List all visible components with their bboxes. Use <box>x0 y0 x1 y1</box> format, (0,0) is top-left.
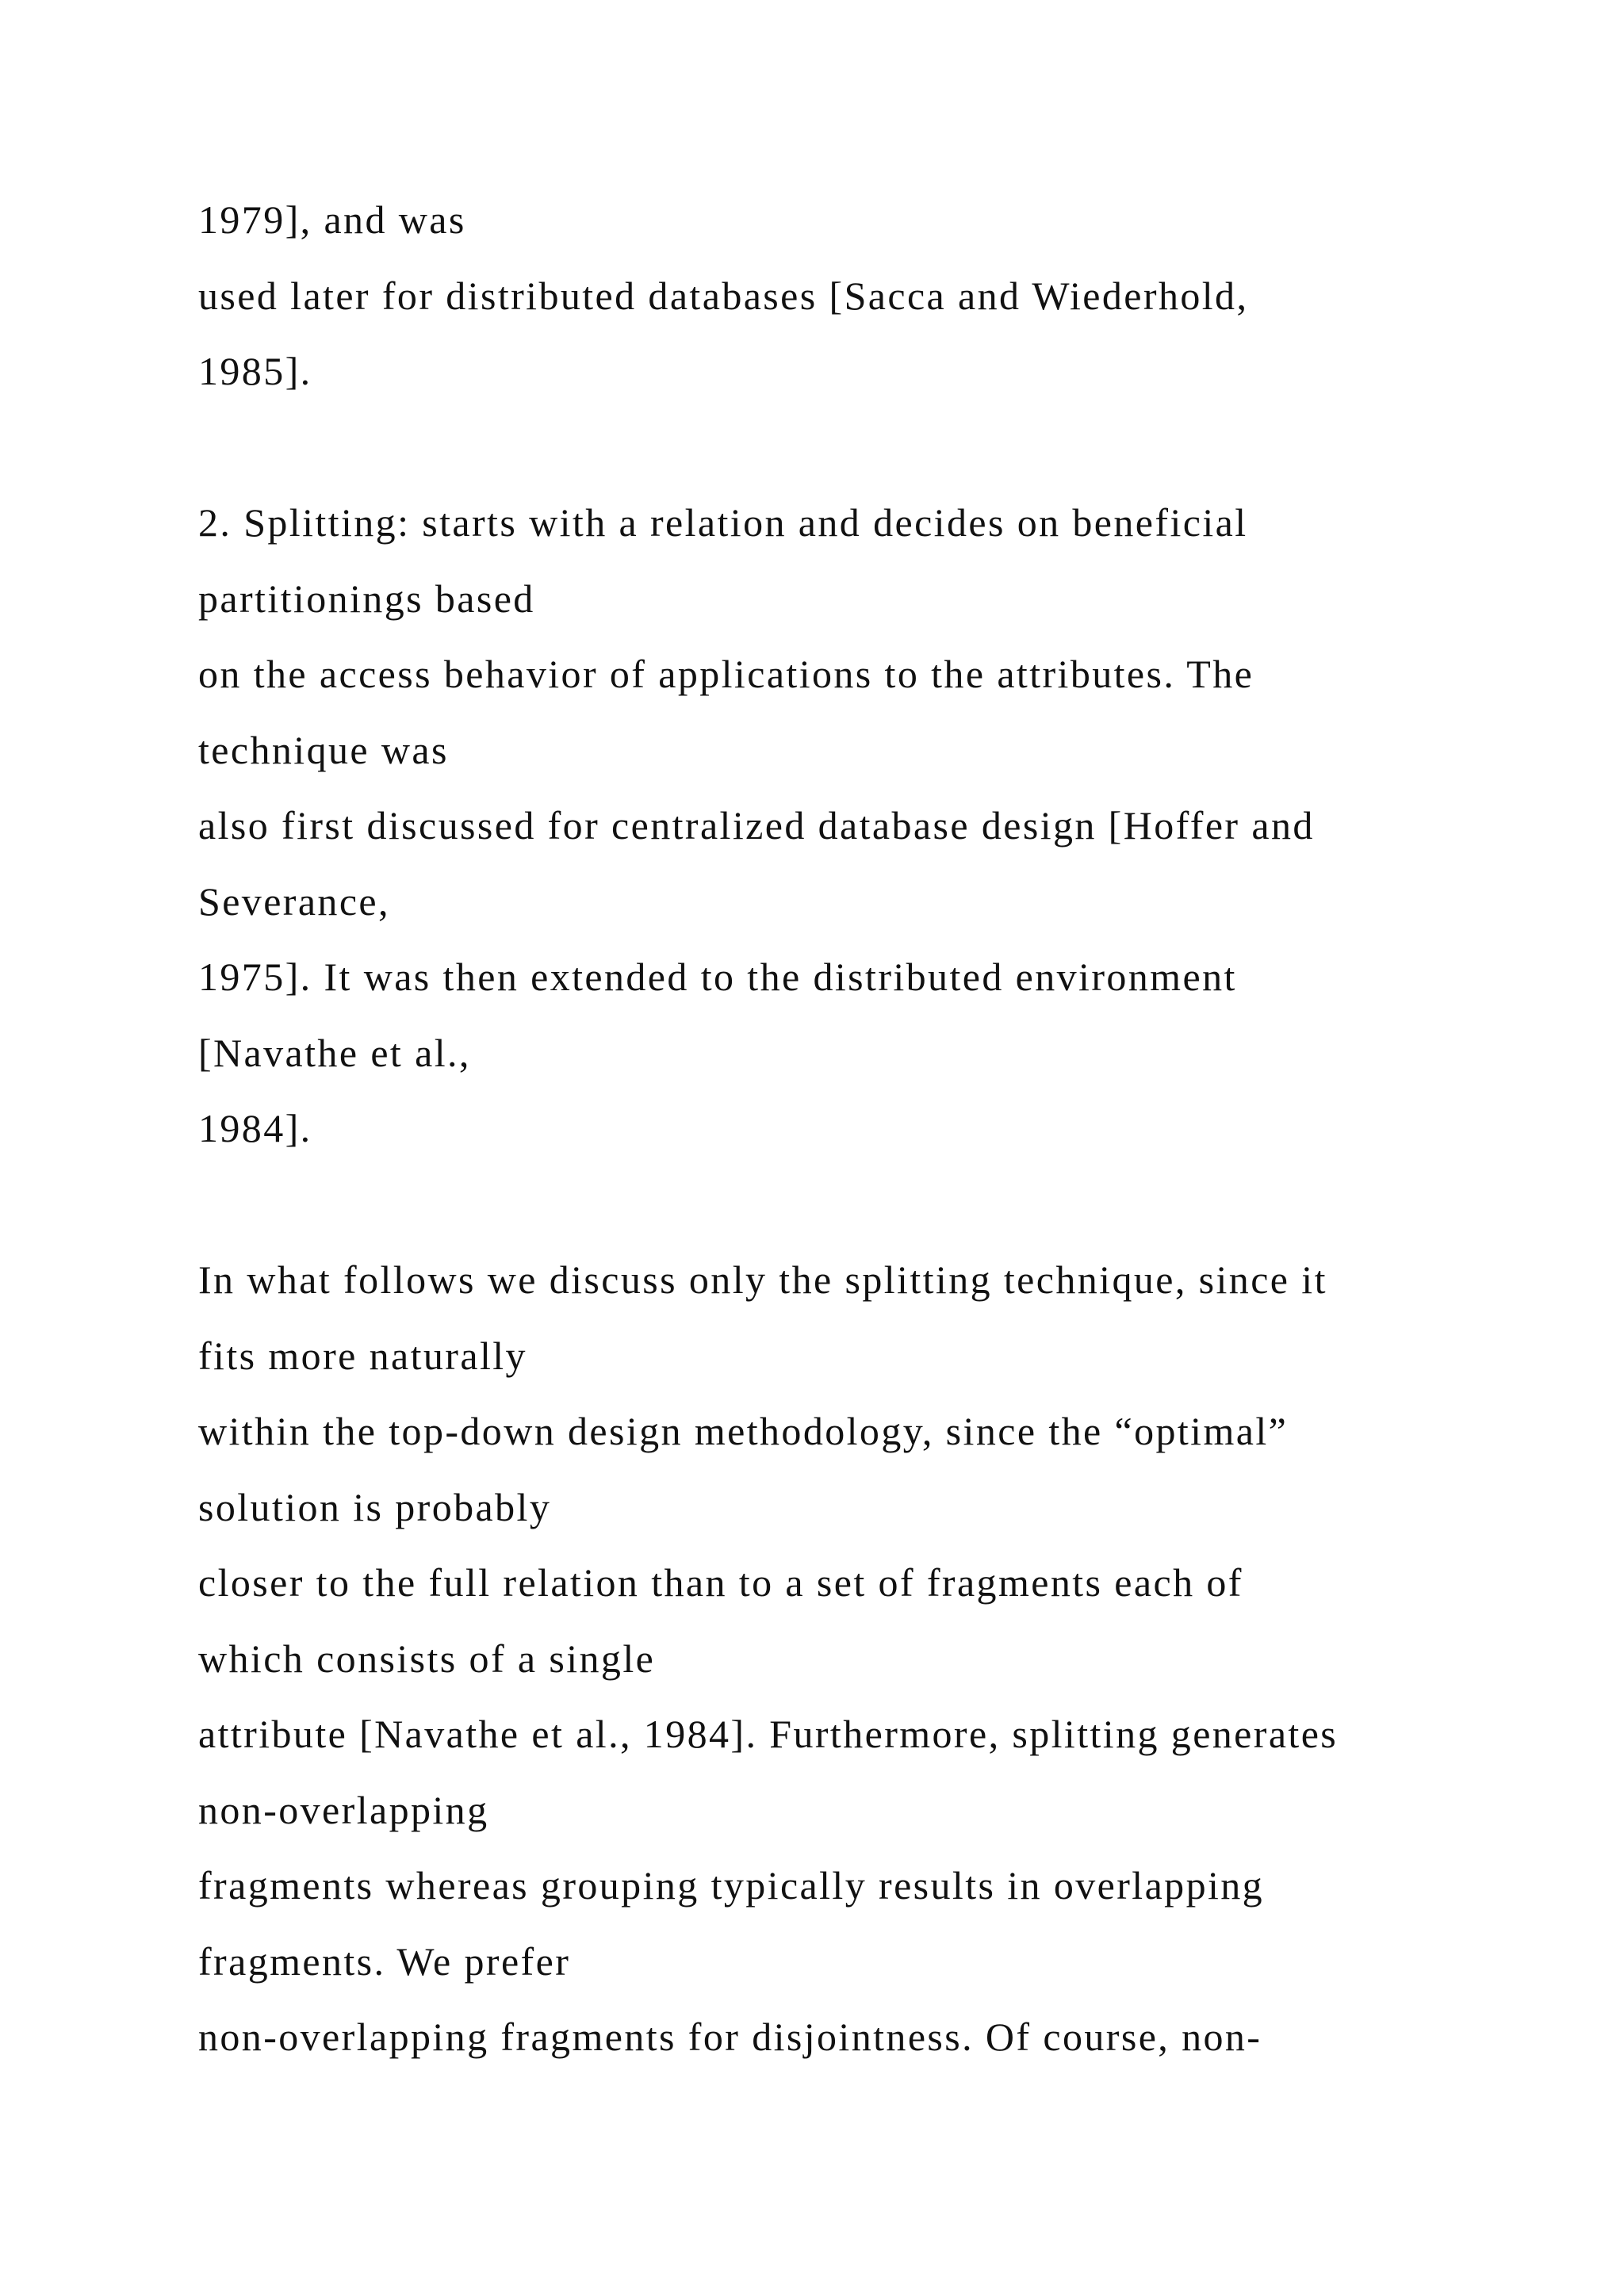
paragraph-gap <box>198 1167 1546 1243</box>
text-line: non-overlapping fragments for disjointness. Of course, non- <box>198 2015 1262 2059</box>
text-line: fits more naturally <box>198 1333 527 1378</box>
text-line: fragments. We prefer <box>198 1938 571 1984</box>
text-line: 1975]. It was then extended to the distributed environment <box>198 955 1237 999</box>
text-line: solution is probably <box>198 1484 552 1529</box>
text-line: technique was <box>198 727 449 772</box>
text-line: partitionings based <box>198 576 535 621</box>
text-line: non-overlapping <box>198 1787 489 1832</box>
body-text <box>198 182 1546 2076</box>
text-line: attribute [Navathe et al., 1984]. Furthermore, splitting generates <box>198 1712 1339 1756</box>
text-line: 1979], and was <box>198 197 466 242</box>
paragraph-gap <box>198 410 1546 486</box>
text-line: 1984]. <box>198 1106 312 1150</box>
text-line: which consists of a single <box>198 1636 656 1681</box>
text-line: 1985]. <box>198 349 312 393</box>
paragraph-2 <box>198 485 1546 1167</box>
paragraph-3 <box>198 1242 1546 2076</box>
text-line: Severance, <box>198 878 390 924</box>
text-line: within the top-down design methodology, since the “optimal” <box>198 1409 1289 1453</box>
text-line: fragments whereas grouping typically results in overlapping <box>198 1863 1265 1908</box>
text-line: on the access behavior of applications to the attributes. The <box>198 652 1254 696</box>
text-line: closer to the full relation than to a set of fragments each of <box>198 1560 1243 1605</box>
text-line: 2. Splitting: starts with a relation and decides on beneficial <box>198 500 1248 545</box>
text-line: In what follows we discuss only the splitting technique, since it <box>198 1257 1327 1302</box>
text-line: used later for distributed databases [Sacca and Wiederhold, <box>198 273 1249 318</box>
paragraph-1 <box>198 182 1546 410</box>
text-line: [Navathe et al., <box>198 1030 471 1075</box>
text-line: also first discussed for centralized database design [Hoffer and <box>198 803 1315 848</box>
